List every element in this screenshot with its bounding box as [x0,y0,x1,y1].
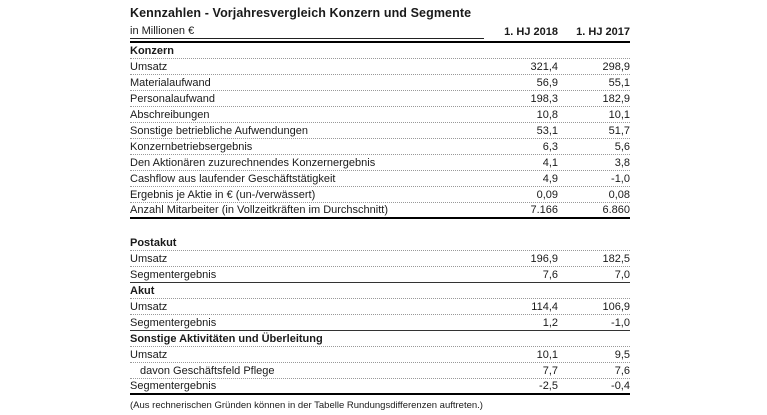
row-value-2017: 106,9 [602,301,630,313]
table-row [130,59,630,75]
col-header-hj2018: 1. HJ 2018 [504,26,558,38]
row-label: Umsatz [130,253,168,265]
row-value-2018: 198,3 [530,93,558,105]
table-row [130,251,630,267]
row-value-2018: 6,3 [542,141,558,153]
row-label: Ergebnis je Aktie in € (un-/verwässert) [130,189,316,201]
row-value-2017: 182,5 [602,253,630,265]
row-label: Abschreibungen [130,109,210,121]
table-row [130,171,630,187]
table-row [130,347,630,363]
row-label: Segmentergebnis [130,380,217,392]
row-label: Segmentergebnis [130,269,217,281]
table-row [130,91,630,107]
row-value-2017: -1,0 [611,173,630,185]
row-label: Materialaufwand [130,77,211,89]
row-value-2017: -0,4 [611,380,630,392]
row-value-2018: 7,7 [542,365,558,377]
row-value-2018: 10,8 [536,109,558,121]
section-header-row [130,43,630,59]
table-row [130,123,630,139]
table-row [130,363,630,379]
row-value-2018: 4,1 [542,157,558,169]
row-value-2018: 114,4 [531,301,558,313]
rounding-footnote: (Aus rechnerischen Gründen können in der Tabelle Rundungsdifferenzen auftreten.) [130,400,483,411]
row-label: Umsatz [130,349,168,361]
table-body [130,43,630,395]
row-value-2017: 55,1 [608,77,630,89]
row-label: Personalaufwand [130,93,216,105]
table-row [130,203,630,219]
col-header-hj2017: 1. HJ 2017 [576,26,630,38]
row-value-2018: 10,1 [536,349,558,361]
table-row [130,187,630,203]
section-header-row [130,331,630,347]
row-label: Konzernbetriebsergebnis [130,141,253,153]
table-row [130,155,630,171]
row-label: Segmentergebnis [130,317,217,329]
row-label: Sonstige betriebliche Aufwendungen [130,125,308,137]
row-value-2017: 51,7 [608,125,630,137]
row-value-2018: 4,9 [542,173,558,185]
unit-label: in Millionen € [130,24,484,39]
row-value-2017: 10,1 [608,109,630,121]
row-value-2017: 5,6 [614,141,630,153]
row-value-2018: 56,9 [536,77,558,89]
row-value-2018: 7,6 [542,269,558,281]
row-label: Umsatz [130,61,168,73]
row-label: davon Geschäftsfeld Pflege [140,365,275,377]
row-value-2018: 196,9 [530,253,558,265]
table-row [130,299,630,315]
table-row [130,315,630,331]
row-value-2017: 298,9 [602,61,630,73]
row-value-2017: 0,08 [608,189,630,201]
row-value-2017: 6.860 [602,204,630,216]
section-name: Akut [130,285,155,297]
table-row [130,267,630,283]
row-label: Den Aktionären zuzurechnendes Konzernergebnis [130,157,376,169]
key-figures-table [130,6,630,412]
row-value-2018: 1,2 [542,317,558,329]
row-value-2017: 3,8 [614,157,630,169]
row-label: Umsatz [130,301,168,313]
row-value-2018: -2,5 [539,380,558,392]
table-row [130,379,630,395]
section-name: Postakut [130,237,177,249]
row-value-2017: 9,5 [614,349,630,361]
table-row [130,139,630,155]
section-name: Konzern [130,45,174,57]
row-value-2017: -1,0 [611,317,630,329]
section-header-row [130,235,630,251]
row-label: Cashflow aus laufender Geschäftstätigkeit [130,173,336,185]
row-label: Anzahl Mitarbeiter (in Vollzeitkräften im Durchschnitt) [130,204,388,216]
section-name: Sonstige Aktivitäten und Überleitung [130,333,323,345]
table-title: Kennzahlen - Vorjahresvergleich Konzern und Segmente [130,6,472,20]
row-value-2018: 7.166 [530,204,558,216]
row-value-2017: 7,0 [614,269,630,281]
row-value-2018: 53,1 [536,125,558,137]
row-value-2017: 7,6 [614,365,630,377]
table-row [130,75,630,91]
row-value-2018: 321,4 [530,61,558,73]
table-header-row [130,25,630,43]
row-value-2017: 182,9 [602,93,630,105]
row-value-2018: 0,09 [536,189,558,201]
section-header-row [130,283,630,299]
table-row [130,107,630,123]
